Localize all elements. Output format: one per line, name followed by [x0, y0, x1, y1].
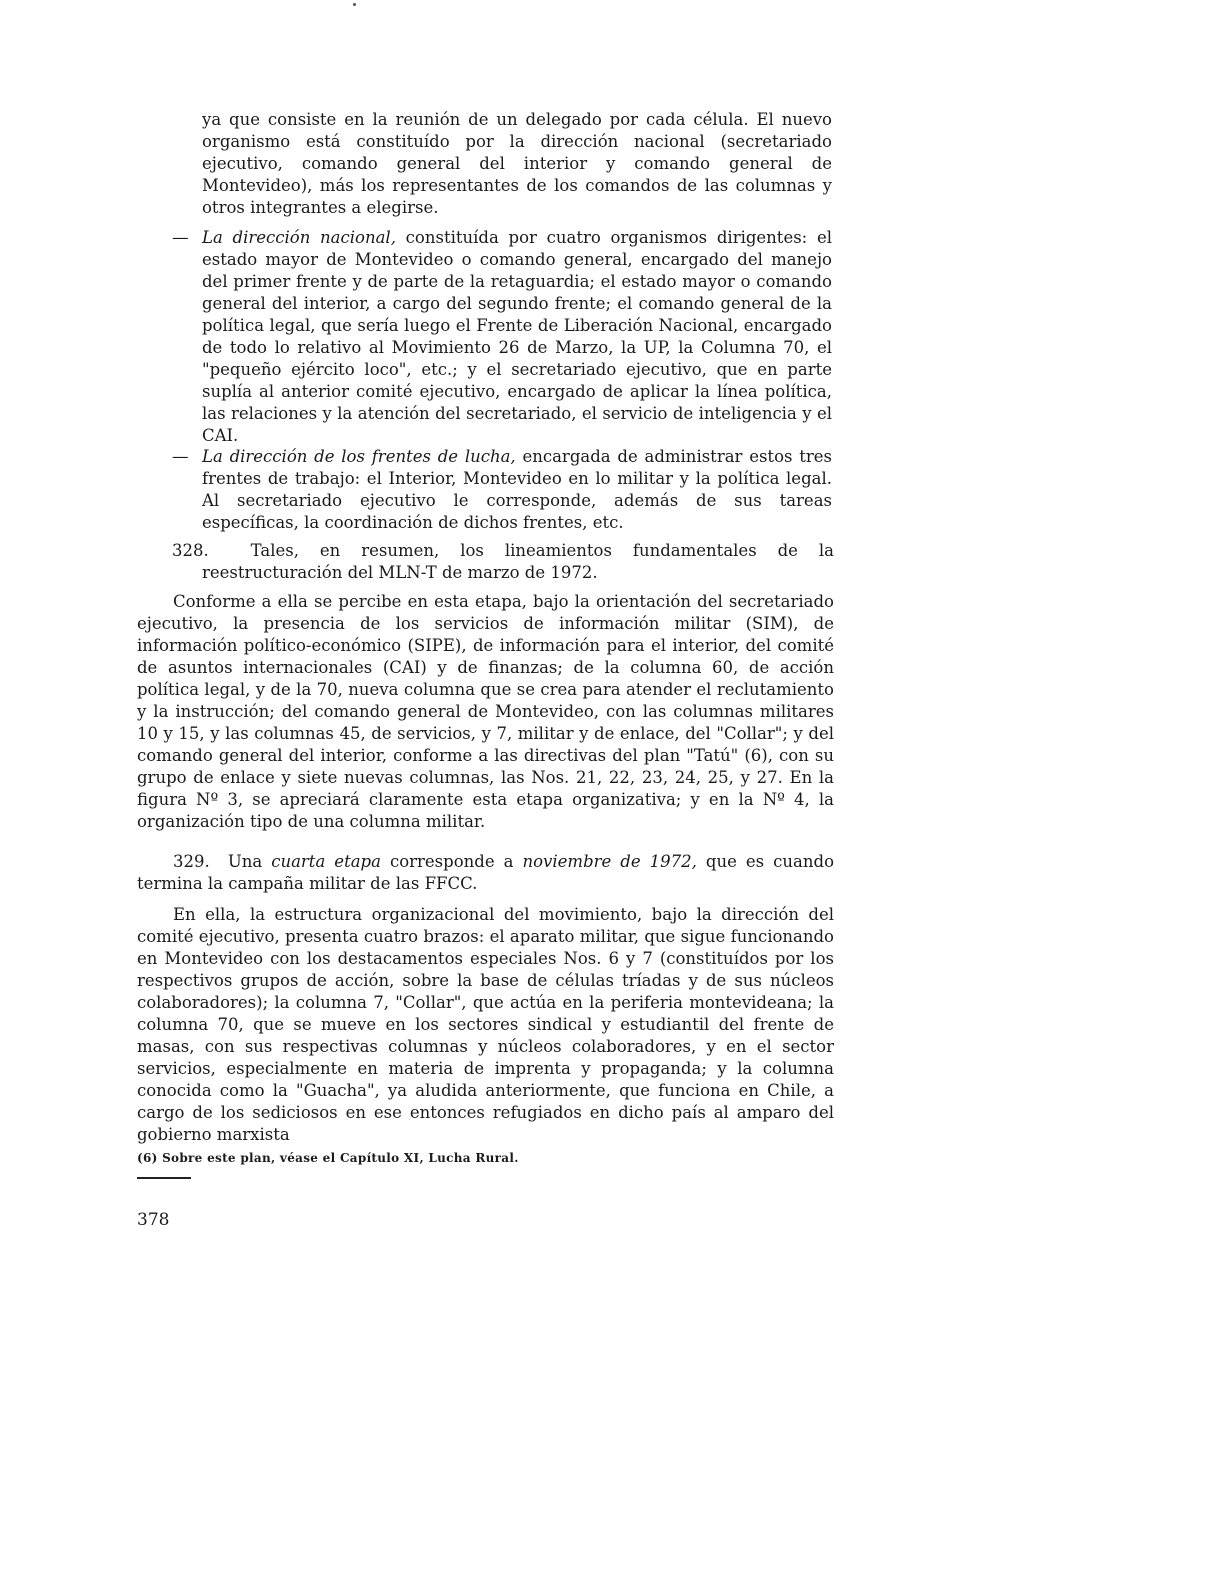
footnote-rule: [137, 1177, 191, 1179]
paragraph-conforme: [137, 591, 834, 833]
paragraph-text: Tales, en resumen, los lineamientos fundamentales de la reestructuración del MLN-T de marzo de 1972.: [202, 541, 834, 582]
italic-lead: La dirección de los frentes de lucha,: [202, 447, 516, 466]
paragraph-number: 328.: [172, 541, 209, 560]
list-item-text: encargada de administrar estos tres frentes de trabajo: el Interior, Montevideo en lo militar y la política legal. Al secretariado ejecutivo le corresponde, además de sus tareas específicas, la coordinación de dichos frentes, etc.: [202, 447, 832, 532]
continuation-text: ya que consiste en la reunión de un delegado por cada célula. El nuevo organismo está constituído por la dirección nacional (secretariado ejecutivo, comando general del interior y comando general de Montevideo), más los representantes de los comandos de las columnas y otros integrantes a elegirse.: [202, 110, 832, 217]
list-item-direccion-frentes: [172, 446, 832, 534]
list-item-text: constituída por cuatro organismos dirigentes: el estado mayor de Montevideo o comando general, encargado del manejo del primer frente y de parte de la retaguardia; el estado mayor o comando general del interior, a cargo del segundo frente; el comando general de la política legal, que sería luego el Frente de Liberación Nacional, encargado de todo lo relativo al Movimiento 26 de Marzo, la UP, la Columna 70, el "pequeño ejército loco", etc.; y el secretariado ejecutivo, que en parte suplía al anterior comité ejecutivo, encargado de aplicar la línea política, las relaciones y la atención del secretariado, el servicio de inteligencia y el CAI.: [202, 228, 832, 445]
paragraph-number: 329.: [173, 852, 210, 871]
list-item-direccion-nacional: [172, 227, 832, 447]
continuation-paragraph: [202, 109, 832, 219]
page-number: 378: [137, 1210, 170, 1230]
paragraph-en-ella: [137, 904, 834, 1146]
text-mid: corresponde a: [380, 852, 523, 871]
italic-lead: La dirección nacional,: [202, 228, 396, 247]
text-tail: que es cuando termina la campaña militar de las FFCC.: [137, 852, 834, 893]
paragraph-329: [137, 851, 834, 895]
scan-speck: [353, 3, 356, 6]
paragraph-text: Conforme a ella se percibe en esta etapa, bajo la orientación del secretariado ejecutivo, la presencia de los servicios de información militar (SIM), de información político-económico (SIPE), de información para el interior, del comité de asuntos internacionales (CAI) y de finanzas; de la columna 60, de acción política legal, y de la 70, nueva columna que se crea para atender el reclutamiento y la instrucción; del comando general de Montevideo, con las columnas militares 10 y 15, y las columnas 45, de servicios, y 7, militar y de enlace, del "Collar"; y del comando general del interior, conforme a las directivas del plan "Tatú" (6), con su grupo de enlace y siete nuevas columnas, las Nos. 21, 22, 23, 24, 25, y 27. En la figura Nº 3, se apreciará claramente esta etapa organizativa; y en la Nº 4, la organización tipo de una columna militar.: [137, 592, 834, 831]
italic-phrase: cuarta etapa: [271, 852, 381, 871]
em-dash: —: [172, 228, 189, 247]
paragraph-text: En ella, la estructura organizacional del movimiento, bajo la dirección del comité ejecutivo, presenta cuatro brazos: el aparato militar, que sigue funcionando en Montevideo con los destacamentos especiales Nos. 6 y 7 (constituídos por los respectivos grupos de acción, sobre la base de células tríadas y de sus núcleos colaboradores); la columna 7, "Collar", que actúa en la periferia montevideana; la columna 70, que se mueve en los sectores sindical y estudiantil del frente de masas, con sus respectivas columnas y núcleos colaboradores, y en el sector servicios, especialmente en materia de imprenta y propaganda; y la columna conocida como la "Guacha", ya aludida anteriormente, que funciona en Chile, a cargo de los sediciosos en ese entonces refugiados en dicho país al amparo del gobierno marxista: [137, 905, 834, 1144]
em-dash: —: [172, 447, 189, 466]
italic-date: noviembre de 1972,: [522, 852, 697, 871]
footnote: (6) Sobre este plan, véase el Capítulo XI, Lucha Rural.: [137, 1151, 519, 1165]
paragraph-328: [172, 540, 834, 584]
text-lead: Una: [227, 852, 272, 871]
